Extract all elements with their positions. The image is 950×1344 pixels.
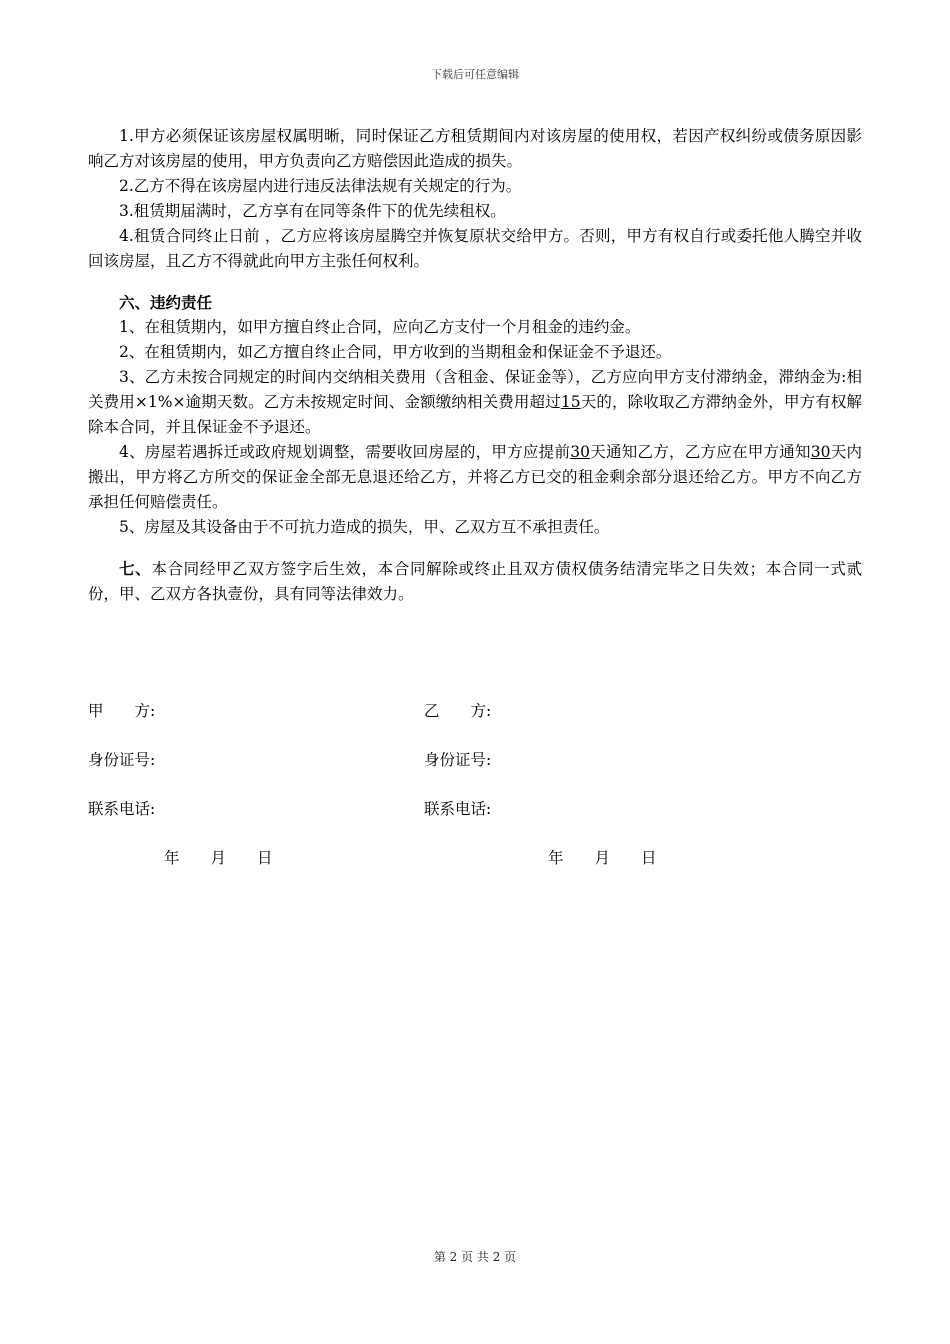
clause-6-4: 4、房屋若遇拆迁或政府规划调整，需要收回房屋的，甲方应提前30天通知乙方，乙方应在甲方通知30天内搬出，甲方将乙方所交的保证金全部无息退还给乙方，并将乙方已交的租金剩余部分退还给乙方。甲方不向乙方承担任何赔偿责任。	[88, 443, 862, 511]
party-b-label: 乙 方:	[424, 702, 492, 720]
clause-6-5: 5、房屋及其设备由于不可抗力造成的损失，甲、乙双方互不承担责任。	[119, 518, 610, 536]
section-6-title: 六、违约责任	[119, 293, 213, 312]
page-number: 第 2 页 共 2 页	[433, 1250, 517, 1264]
late-days-value: 15	[560, 393, 581, 411]
party-b-date: 年 月 日	[548, 849, 657, 867]
party-a-phone-label: 联系电话:	[88, 800, 156, 818]
contract-body	[88, 124, 862, 607]
clause-5-4: 4.租赁合同终止日前 ，乙方应将该房屋腾空并恢复原状交给甲方。否则，甲方有权自行或委托他人腾空并收回该房屋，且乙方不得就此向甲方主张任何权利。	[88, 227, 862, 270]
party-b-phone-label: 联系电话:	[424, 800, 492, 818]
party-a-date: 年 月 日	[164, 849, 273, 867]
notice-days-value: 30	[570, 443, 590, 461]
clause-5-2: 2.乙方不得在该房屋内进行违反法律法规有关规定的行为。	[119, 177, 522, 195]
party-b-id-label: 身份证号:	[424, 751, 492, 769]
clause-6-3: 3、乙方未按合同规定的时间内交纳相关费用（含租金、保证金等），乙方应向甲方支付滞纳金，滞纳金为:相关费用×1%×逾期天数。乙方未按规定时间、金额缴纳相关费用超过15天的，除收取乙方滞纳金外，甲方有权解除本合同，并且保证金不予退还。	[88, 368, 862, 436]
section-7-label: 七、	[119, 559, 152, 578]
clause-6-2: 2、在租赁期内，如乙方擅自终止合同，甲方收到的当期租金和保证金不予退还。	[119, 343, 672, 361]
moveout-days-value: 30	[810, 443, 831, 461]
clause-5-3: 3.租赁期届满时，乙方享有在同等条件下的优先续租权。	[119, 202, 506, 220]
clause-6-1: 1、在租赁期内，如甲方擅自终止合同，应向乙方支付一个月租金的违约金。	[119, 318, 641, 336]
party-a-label: 甲 方:	[88, 702, 156, 720]
page-header-note: 下载后可任意编辑	[431, 68, 519, 81]
party-a-id-label: 身份证号:	[88, 751, 156, 769]
clause-5-1: 1.甲方必须保证该房屋权属明晰，同时保证乙方租赁期间内对该房屋的使用权，若因产权纠纷或债务原因影响乙方对该房屋的使用，甲方负责向乙方赔偿因此造成的损失。	[88, 127, 862, 170]
clause-7: 七、本合同经甲乙双方签字后生效，本合同解除或终止且双方债权债务结清完毕之日失效；本合同一式贰份，甲、乙双方各执壹份，具有同等法律效力。	[88, 559, 862, 603]
